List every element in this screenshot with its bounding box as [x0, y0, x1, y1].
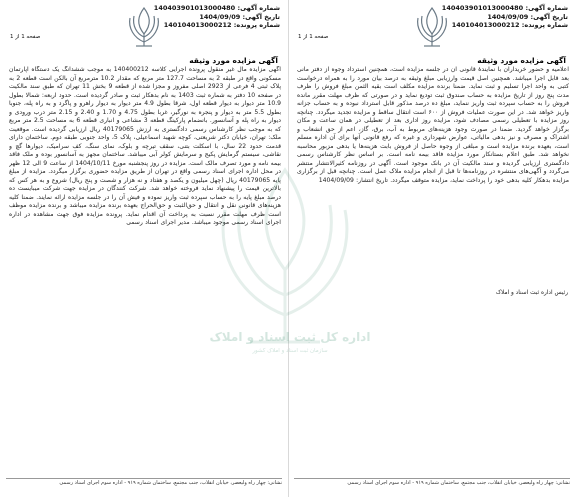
- national-emblem-icon: [408, 4, 456, 50]
- footer-rule: [294, 478, 570, 479]
- watermark-subtitle: سازمان ثبت اسناد و املاک کشور: [252, 348, 328, 354]
- footer-address: نشانی: چهار راه ولیعصر، خیابان انقلاب، جنب مجتمع، ساختمان شماره ۹۱۹ - اداره سوم اجرای اسناد رسمی: [347, 480, 570, 486]
- notice-date: تاریخ آگهی: 1404/09/09: [487, 12, 568, 21]
- watermark-title: اداره کل ثبت اسناد و املاک: [209, 330, 371, 344]
- notice-title: آگهی مزایده مورد وثیقه: [189, 56, 278, 65]
- notice-date: تاریخ آگهی: 1404/09/09: [199, 12, 280, 21]
- notice-title: آگهی مزایده مورد وثیقه: [477, 56, 566, 65]
- document-meta: [442, 4, 568, 30]
- page-number: صفحه 1 از 1: [298, 34, 329, 40]
- notice-number: شماره آگهی: 140403901013000480: [441, 4, 568, 12]
- national-emblem-icon: [120, 4, 168, 50]
- notice-number: شماره آگهی: 140403901013000480: [153, 4, 280, 12]
- notice-body: آگهی مزایده مال غیر منقول پرونده اجرایی کلاسه 140400212 به موجب ششدانگ یک دستگاه آپارتمان مسکونی واقع در طبقه 2 به مساحت 127.7 متر مربع که مقدار 10.2 مترمربع آن بالکن است قطعه 2 به پلاک ثبتی 4 فرعی از 2923 اصلی مفروز و مجزا شده از قطعه 9 بخش 11 تهران که طبق سند مالکیت در صفحه 10 دفتر به شماره ثبت 1403 به نام بدهکار ثبت و صادر گردیده است. حدود اربعه: شمالا بطول 10.9 متر دیوار به دیوار قطعه اول، شرقا بطول 4.9 متر دیوار به دیوار راهرو و پاگرد و به راه پله، جنوبا بطول 5.5 متر به دیوار و پنجره به نورگیر، غربا بطول 4.75 و 1.70 و 2.40 و 2.15 متر درب ورودی و دیوار به راه پله و آسانسور. بانضمام پارکینگ قطعه 3 مشاعی و انباری قطعه 6 به مساحت 2.5 متر مربع که به موجب نظر کارشناس رسمی دادگستری به ارزش 40179065 ریال ارزیابی گردیده است. موقعیت ملک: تهران، خیابان دکتر شریعتی، کوچه شهید اسماعیلی، پلاک 5، واحد جنوبی طبقه دوم. ساختمان دارای قدمت حدود 22 سال، با اسکلت بتنی، سقف تیرچه و بلوک، نمای سنگ، کف سرامیک، دیوارها گچ و نقاشی، سیستم گرمایش پکیج و سرمایش کولر آبی میباشد. ساختمان مجهز به آسانسور بوده و ملک فاقد بیمه نامه و مورد تصرف مالک است. مزایده در روز پنجشنبه مورخ 1404/10/11 از ساعت 9 الی 12 ظهر در محل اداره اجرای اسناد رسمی واقع در تهران از طریق مزایده حضوری برگزار میگردد. مزایده از مبلغ پایه 40179065 ریال (چهل میلیون و یکصد و هفتاد و نه هزار و شصت و پنج ریال) شروع و به هر کس که بالاترین قیمت را پیشنهاد نماید فروخته خواهد شد. شرکت کنندگان در مزایده جهت شرکت میبایست ده درصد مبلغ پایه را به حساب سپرده ثبت واریز نموده و فیش آن را در جلسه مزایده ارائه نمایند. ضمنا کلیه هزینه‌های قانونی نقل و انتقال و حق‌الثبت و حق‌الحراج بعهده برنده مزایده میباشد و برنده مزایده موظف است ظرف مهلت مقرر نسبت به پرداخت آن اقدام نماید. پرونده مزایده فوق جهت مشاهده در اداره اجرای اسناد رسمی موجود میباشد. مدیر اجرای اسناد رسمی: [9, 66, 281, 226]
- page-number: صفحه 1 از 1: [10, 34, 41, 40]
- case-number: شماره پرونده: 140104013000212: [451, 21, 568, 29]
- signature: رئیس اداره ثبت اسناد و املاک: [495, 290, 568, 296]
- footer-address: نشانی: چهار راه ولیعصر، خیابان انقلاب، جنب مجتمع، ساختمان شماره ۹۱۹ - اداره سوم اجرای اسناد رسمی: [59, 480, 282, 486]
- case-number: شماره پرونده: 140104013000212: [163, 21, 280, 29]
- footer-rule: [6, 478, 282, 479]
- notice-body: اعلامیه و حضور خریداران با نمایندۀ قانونی آن در جلسه مزایده است، همچنین استرداد وجوه از دفتر مانی بعد قابل اجرا میباشد. همچنین اصل قیمت وارزیابی مبلغ وثیقه به درصد بیان مورد را به همراه درخواست کتبی به واحد اجرا تسلیم و ثبت نماید. ضمنا برنده مزایده مکلف است بقیه الثمن مبلغ فروش را ظرف مدت پنج روز از تاریخ مزایده به حساب صندوق ثبت تودیع نماید و در صورتی که ظرف مهلت مقرر مانده فروش را به حساب سپرده ثبت واریز ننماید، مبلغ ده درصد مذکور قابل استرداد نبوده و به حساب جزانه واریز خواهد شد. در این صورت عملیات فروش از ۶۰۰ است انتقال ساقط و مزایده تجدید میگردد. چنانچه روز مزایده با تعطیلی رسمی مصادف شود، مزایده روز اداری بعد از تعطیلی در همان ساعت و مکان برگزار خواهد گردید. ضمنا در صورت وجود هزینه‌های مربوط به آب، برق، گاز، اعم از حق انشعاب و اشتراک و مصرف و نیز بدهی مالیاتی، عوارض شهرداری و غیره که رفع قانونی آنها برای آن اداره مسلم است، بعهده برنده مزایده است و مبلغی از وجوه حاصل از فروش بابت هزینه‌ها یا بدهی مزبور محاسبه نخواهد شد. طبق اعلام بستانکار مورد مزایده فاقد بیمه نامه است. بر اساس نظر کارشناس رسمی دادگستری ارزیابی گردیده و سند مالکیت آن در بانک موجود است. آگهی در روزنامه کثیرالانتشار منتشر می‌گردد و آگهی‌های منتشره در روزنامه‌ها تا قبل از انجام مزایده ملاک عمل است. چنانچه قبل از برگزاری مزایده بدهکار کلیه بدهی خود را پرداخت نماید، مزایده متوقف میگردد. تاریخ انتشار: 1404/09/09: [297, 66, 569, 184]
- right-document: [288, 0, 576, 497]
- document-meta: [154, 4, 280, 30]
